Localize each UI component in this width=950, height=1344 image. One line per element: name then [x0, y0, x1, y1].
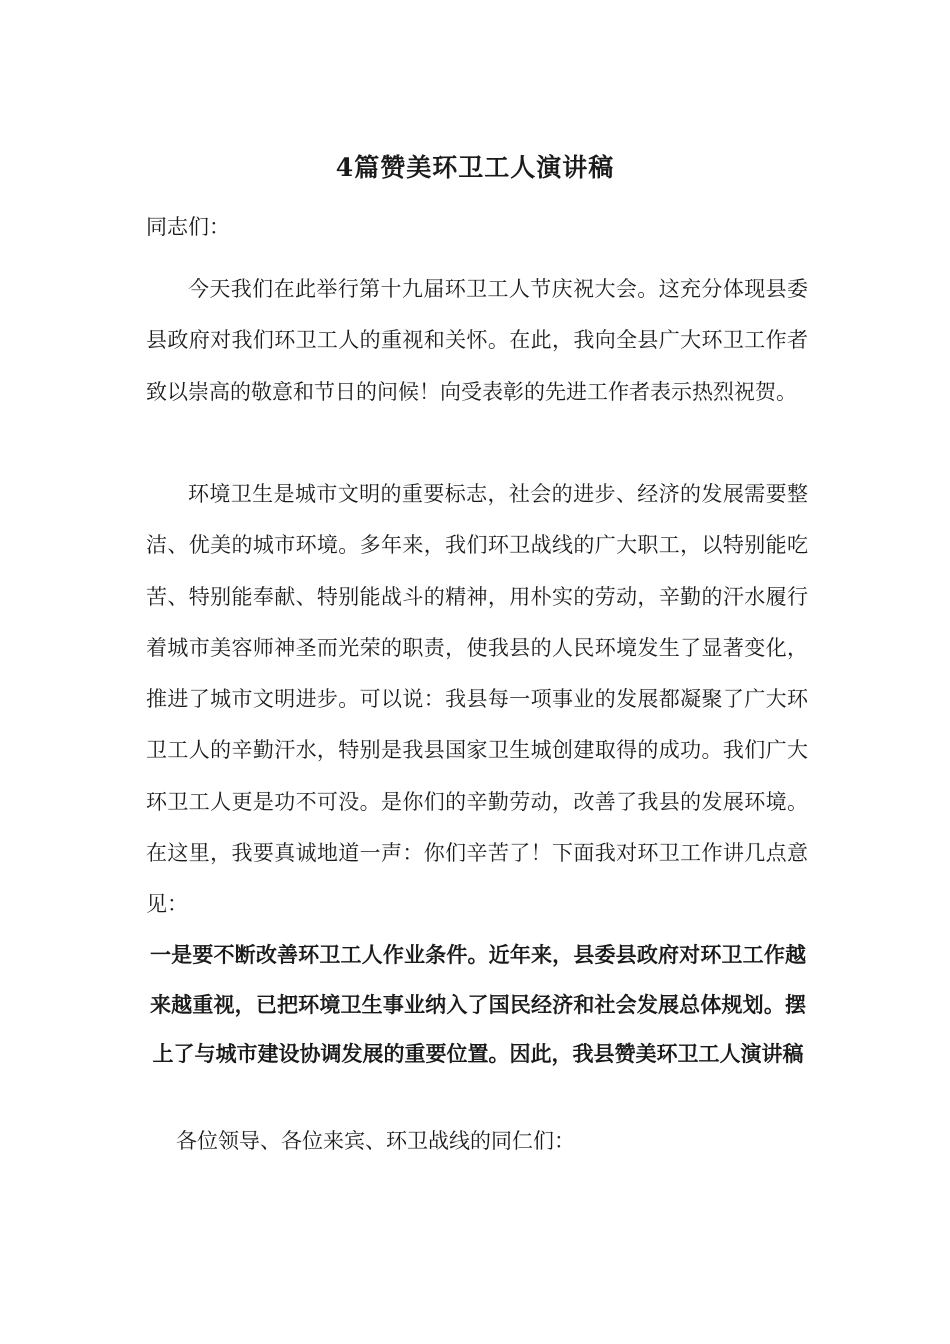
paragraph-4: 各位领导、各位来宾、环卫战线的同仁们： [176, 1129, 575, 1153]
document-title: 4篇赞美环卫工人演讲稿 [335, 153, 615, 182]
greeting-line: 同志们： [146, 215, 230, 239]
paragraph-1: 今天我们在此举行第十九届环卫工人节庆祝大会。这充分体现县委县政府对我们环卫工人的重视和关怀。在此，我向全县广大环卫工作者致以崇高的敬意和节日的问候！向受表彰的先进工作者表示热烈祝贺。 [146, 277, 808, 404]
paragraph-3-bold: 一是要不断改善环卫工人作业条件。近年来，县委县政府对环卫工作越来越重视，已把环境卫生事业纳入了国民经济和社会发展总体规划。摆上了与城市建设协调发展的重要位置。因此，我县赞美环卫工人演讲稿 [150, 942, 806, 1066]
paragraph-2: 环境卫生是城市文明的重要标志，社会的进步、经济的发展需要整洁、优美的城市环境。多年来，我们环卫战线的广大职工，以特别能吃苦、特别能奉献、特别能战斗的精神，用朴实的劳动，辛勤的汗水履行着城市美容师神圣而光荣的职责，使我县的人民环境发生了显著变化，推进了城市文明进步。可以说：我县每一项事业的发展都凝聚了广大环卫工人的辛勤汗水，特别是我县国家卫生城创建取得的成功。我们广大环卫工人更是功不可没。是你们的辛勤劳动，改善了我县的发展环境。在这里，我要真诚地道一声：你们辛苦了！下面我对环卫工作讲几点意见： [146, 482, 808, 917]
